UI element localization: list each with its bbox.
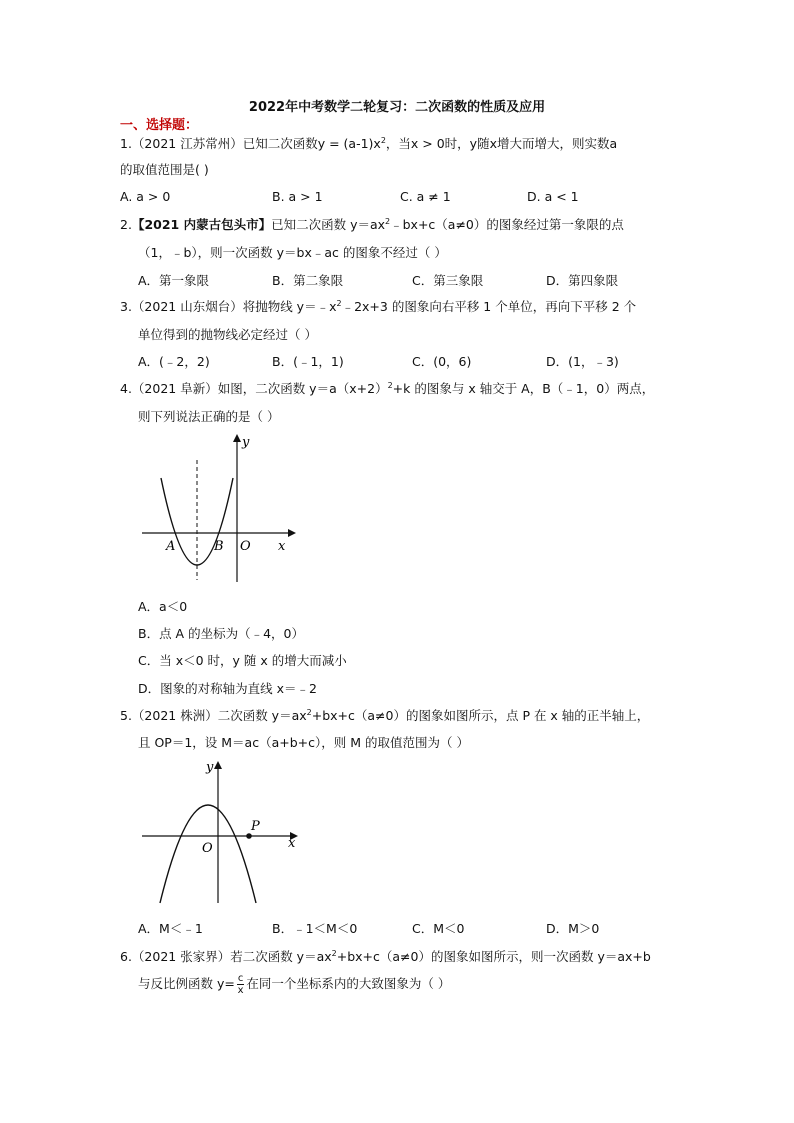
q4-option-d: D．图象的对称轴为直线 x＝﹣2	[138, 681, 317, 696]
q4-option-a: A．a＜0	[138, 599, 188, 614]
q1-stem-line2: 的取值范围是( )	[120, 162, 209, 177]
q2-stem-line1: 2.【2021 内蒙古包头市】已知二次函数 $y=ax^2﹣bx+c(a\ne 0)$的图象经过第一象限的点	[120, 216, 624, 232]
q5-label-o: O	[202, 841, 213, 856]
q5-option-c: C．M＜0	[412, 921, 465, 936]
q5-label-x: x	[288, 836, 296, 851]
q4-label-y: y	[242, 435, 250, 450]
q3-option-b: B．(﹣1，1)	[272, 354, 344, 369]
q4-stem-line1: 4.（2021 阜新）如图，二次函数 $y=a(x+2)^2+k$ 的图象与 x 轴交于 A，B（﹣1，0）两点，	[120, 380, 655, 396]
q3-stem-line1: 3.（2021 山东烟台）将抛物线 $y=﹣x^2﹣2x+3$ 的图象向右平移 1 个单位，再向下平移 2 个	[120, 298, 637, 314]
q2-option-b: B．第二象限	[272, 273, 344, 288]
q6-stem-line2: 与反比例函数 y= $\frac{c}{x}$ 在同一个坐标系内的大致图象为（ ）	[138, 973, 451, 996]
q2-option-a: A．第一象限	[138, 273, 210, 288]
q5-point-p	[246, 833, 252, 839]
q5-y-arrow	[214, 761, 222, 769]
q4-y-arrow	[233, 434, 241, 442]
section-heading: 一、选择题：	[120, 118, 199, 133]
q5-option-d: D．M＞0	[546, 921, 600, 936]
q5-stem-line1: 5.（2021 株洲）二次函数 $y=ax^2+bx+c(a\ne 0)$的图象如图所示，点 P 在 x 轴的正半轴上，	[120, 707, 650, 723]
q4-label-a: A	[166, 539, 176, 554]
q5-graph	[130, 757, 310, 907]
q2-option-c: C．第三象限	[412, 273, 484, 288]
q3-stem-line2: 单位得到的抛物线必定经过（ ）	[138, 327, 317, 342]
q1-option-c: C. a ≠ 1	[400, 189, 451, 204]
q5-option-b: B．﹣1＜M＜0	[272, 921, 358, 936]
q2-option-d: D．第四象限	[546, 273, 619, 288]
q6-stem-line1: 6.（2021 张家界）若二次函数 $y=ax^2+bx+c(a\ne 0)$的图象如图所示，则一次函数 y＝ax+b	[120, 948, 651, 964]
q1-stem-line1: 1.（2021 江苏常州）已知二次函数$y = (a-1)x^2$，当x > 0时，y随x增大而增大，则实数a	[120, 135, 618, 151]
q4-label-b: B	[214, 539, 224, 554]
q2-stem-line2: （1，﹣b），则一次函数 y＝bx﹣ac 的图象不经过（ ）	[138, 245, 447, 260]
q3-option-d: D．(1，﹣3)	[546, 354, 619, 369]
q6-fraction: $\frac{c}{x}$	[237, 973, 244, 996]
q3-option-c: C．(0，6)	[412, 354, 472, 369]
q4-label-x: x	[278, 539, 286, 554]
q5-option-a: A．M＜﹣1	[138, 921, 203, 936]
q4-label-o: O	[240, 539, 251, 554]
q5-stem-line2: 且 OP＝1，设 M＝ac（a+b+c），则 M 的取值范围为（ ）	[138, 735, 469, 750]
q1-option-d: D. a < 1	[527, 189, 579, 204]
q1-option-b: B. a > 1	[272, 189, 323, 204]
q4-option-b: B．点 A 的坐标为（﹣4，0）	[138, 626, 304, 641]
q4-option-c: C．当 x＜0 时，y 随 x 的增大而减小	[138, 653, 347, 668]
q4-stem-line2: 则下列说法正确的是（ ）	[138, 409, 280, 424]
q4-graph	[130, 430, 310, 590]
q4-x-arrow	[288, 529, 296, 537]
q5-label-y: y	[206, 760, 214, 775]
q1-option-a: A. a > 0	[120, 189, 171, 204]
q3-option-a: A．(﹣2，2)	[138, 354, 210, 369]
q5-label-p: P	[251, 819, 260, 834]
page-title: 2022年中考数学二轮复习：二次函数的性质及应用	[248, 100, 546, 115]
